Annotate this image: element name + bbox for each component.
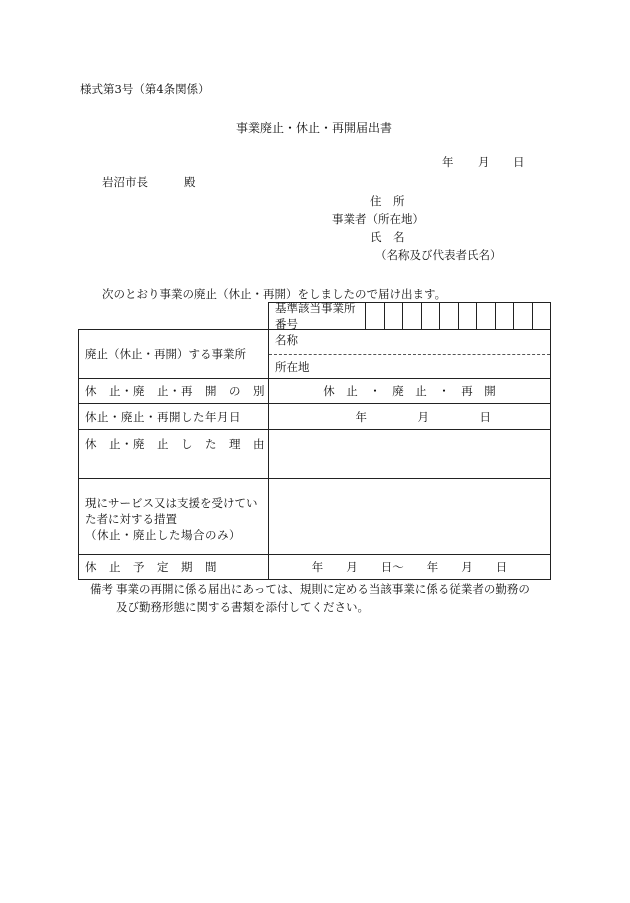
applicant-address-label: 住 所 [370, 194, 405, 208]
form-number: 様式第3号（第4条関係） [80, 82, 210, 96]
measures-field[interactable] [269, 479, 551, 555]
type-label: 休 止・廃 止・再 開 の 別 [79, 379, 269, 404]
measures-label-line1: 現にサービス又は支援を受けてい [85, 495, 258, 510]
measures-label-line2: た者に対する措置 [85, 511, 177, 526]
date-value-month: 月 [417, 409, 429, 424]
office-number-boxes[interactable] [365, 303, 550, 329]
date-year-label: 年 [442, 155, 454, 169]
note-line1: 事業の再開に係る届出にあっては、規則に定める当該事業に係る従業者の勤務の [116, 582, 530, 596]
date-month-label: 月 [478, 155, 490, 169]
intro-text: 次のとおり事業の廃止（休止・再開）をしましたので届け出ます。 [102, 287, 447, 301]
office-address-label: 所在地 [269, 354, 550, 378]
applicant-business-label: 事業者（所在地） [332, 212, 424, 226]
addressee-honorific: 殿 [184, 175, 196, 189]
note-label: 備考 [90, 582, 113, 596]
reason-field[interactable] [269, 430, 551, 479]
document-title: 事業廃止・休止・再開届出書 [236, 121, 393, 135]
office-row-label: 廃止（休止・再開）する事業所 [79, 330, 269, 379]
measures-label-line3: （休止・廃止した場合のみ） [85, 527, 241, 542]
date-value-year: 年 [355, 409, 367, 424]
addressee-name: 岩沼市長 [102, 175, 148, 189]
applicant-name-note: （名称及び代表者氏名） [375, 248, 502, 262]
reason-label: 休 止・廃 止 し た 理 由 [79, 430, 269, 479]
date-day-label: 日 [513, 155, 525, 169]
applicant-name-label: 氏 名 [370, 230, 405, 244]
period-label: 休 止 予 定 期 間 [79, 555, 269, 580]
date-label: 休止・廃止・再開した年月日 [79, 404, 269, 430]
note-line2: 及び勤務形態に関する書類を添付してください。 [116, 600, 369, 614]
office-number-label: 基準該当事業所番号 [275, 301, 356, 331]
type-value[interactable]: 休 止 ・ 廃 止 ・ 再 開 [269, 379, 551, 404]
notification-table [78, 302, 551, 580]
office-name-label: 名称 [275, 333, 298, 347]
date-value-day: 日 [479, 409, 491, 424]
period-value[interactable]: 年 月 日〜 年 月 日 [269, 555, 551, 580]
